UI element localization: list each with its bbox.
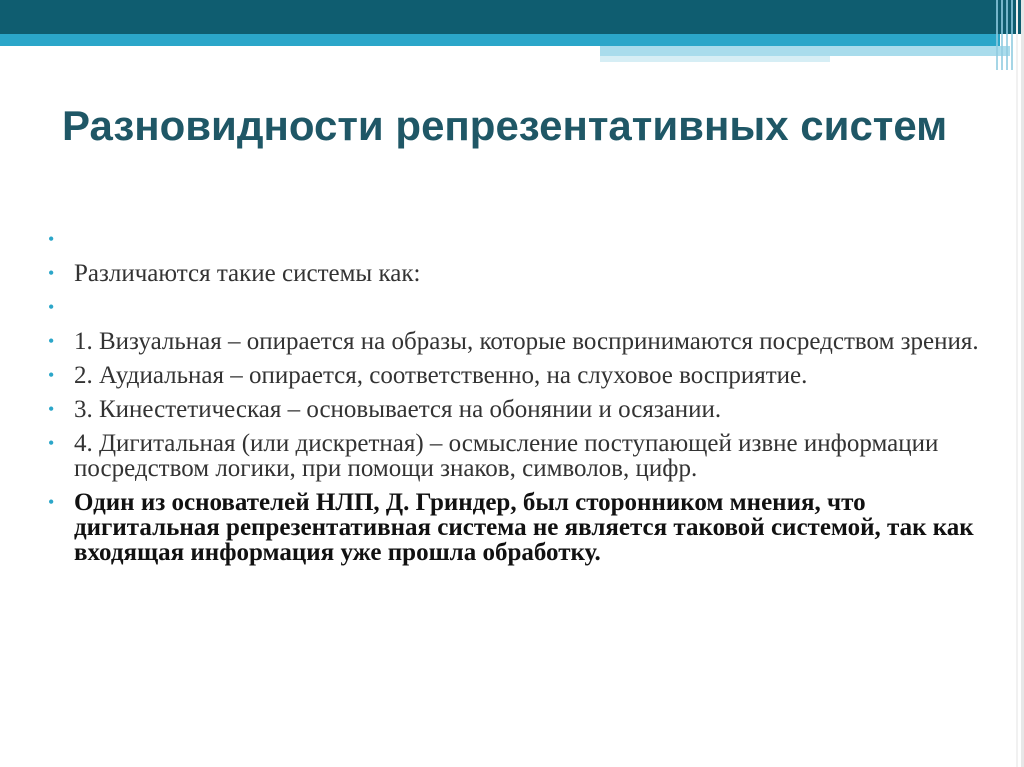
bullet-list <box>46 227 986 574</box>
bullet-item-kinesthetic: • 3. Кинестетическая – основывается на обонянии и осязании. <box>48 396 722 423</box>
bullet-icon: • <box>48 263 55 283</box>
bullet-icon: • <box>48 331 55 351</box>
bullet-item-empty <box>46 227 986 252</box>
bullet-icon: • <box>48 399 55 419</box>
header-band-dark <box>0 0 1024 34</box>
slide-right-border-inner <box>1016 0 1018 767</box>
bullet-icon: • <box>48 297 55 317</box>
bullet-icon: • <box>48 229 55 249</box>
bullet-item-grinder-note: • Один из основателей НЛП, Д. Гриндер, был сторонником мнения, что дигитальная репрезентативная система не является таковой системой, так как входящая информация уже прошла обработку. <box>48 489 974 566</box>
header-band-light <box>0 34 1000 46</box>
header-band-accent-thin <box>600 56 830 62</box>
header-edge-lines <box>996 0 1018 70</box>
bullet-icon: • <box>48 433 55 453</box>
bullet-icon: • <box>48 492 55 512</box>
bullet-item-digital: • 4. Дигитальная (или дискретная) – осмысление поступающей извне информации посредством логики, при помощи знаков, символов, цифр. <box>48 430 939 482</box>
slide-title: Разновидности репрезентативных систем <box>62 102 948 149</box>
bullet-item-intro: • Различаются такие системы как: <box>48 260 421 287</box>
bullet-item-visual: • 1. Визуальная – опирается на образы, которые воспринимаются посредством зрения. <box>48 328 979 355</box>
bullet-item-auditory: • 2. Аудиальная – опирается, соответственно, на слуховое восприятие. <box>48 362 808 389</box>
header-band-accent <box>600 46 1010 56</box>
bullet-item-empty <box>46 295 986 320</box>
bullet-icon: • <box>48 365 55 385</box>
